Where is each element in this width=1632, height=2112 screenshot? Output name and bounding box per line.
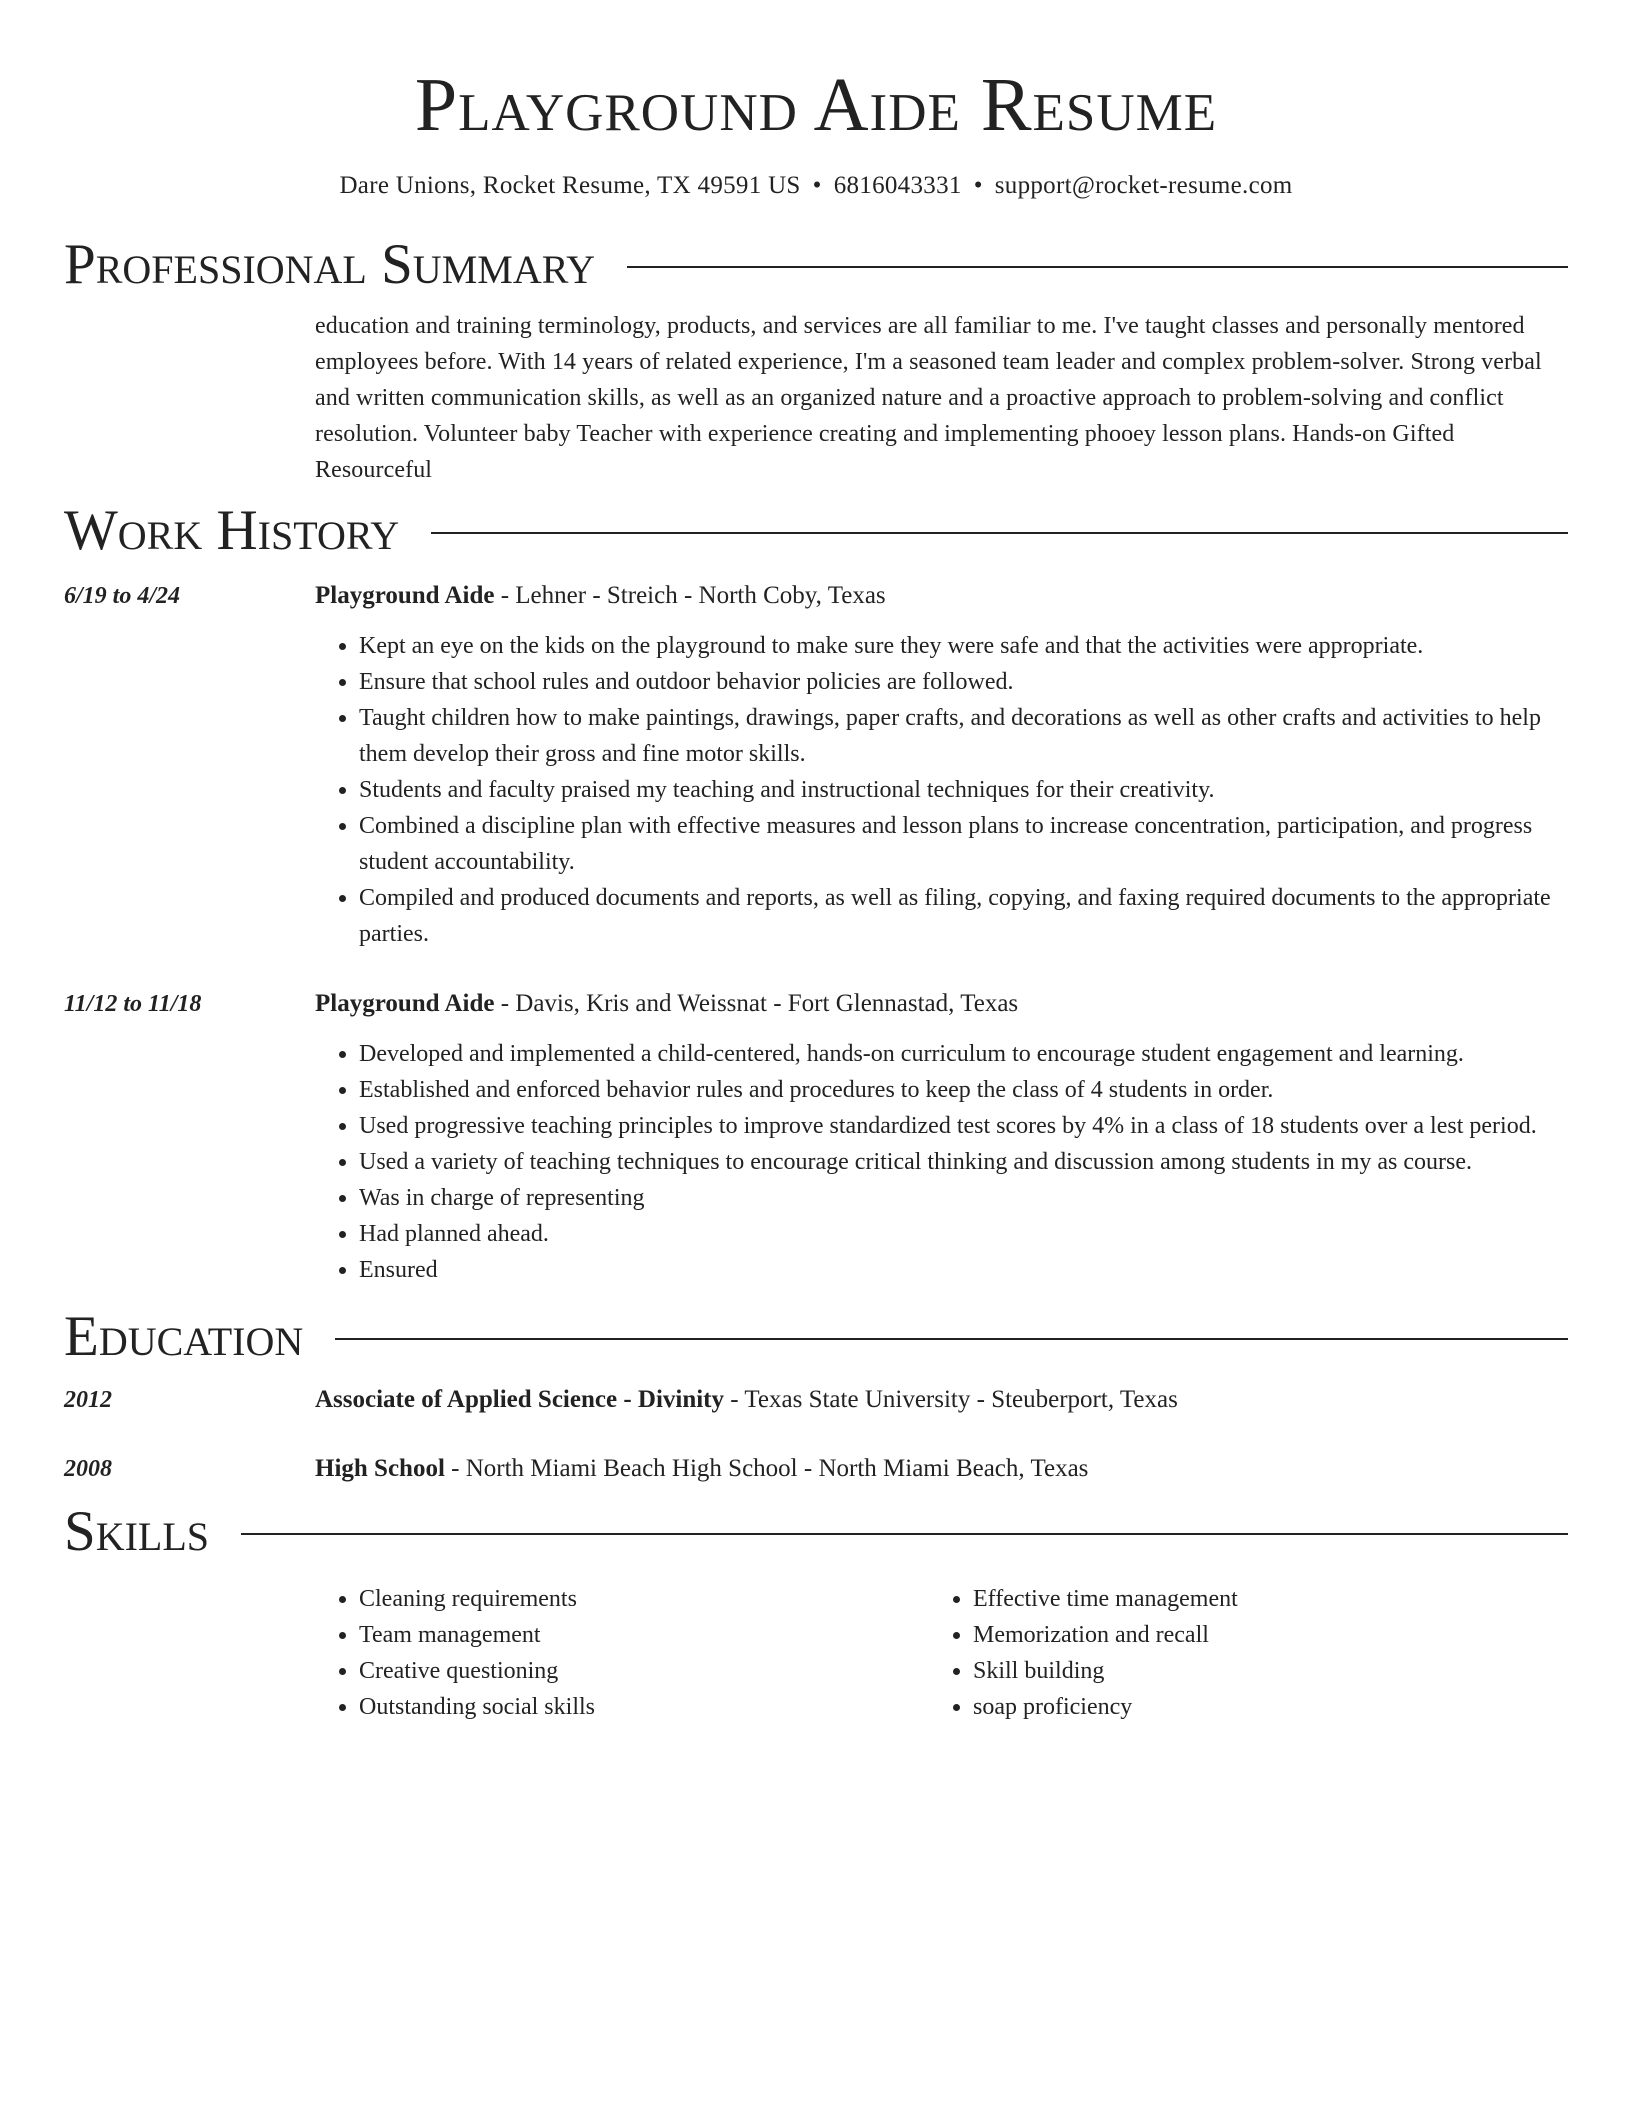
job-bullet: • Kept an eye on the kids on the playground to make sure they were safe and that the activities were appropriate. [359,628,1568,664]
skill-item: • Creative questioning [359,1653,929,1689]
job-bullet: • Combined a discipline plan with effective measures and lesson plans to increase concentration, participation, and progress student accountability. [359,808,1568,880]
job-bullets [315,1036,1568,1288]
job-title: Playground Aide [315,582,495,609]
skill-item: • Effective time management [973,1581,1543,1617]
skills-column-left [315,1581,929,1725]
job-employer: - Lehner - Streich - North Coby, Texas [494,582,886,609]
job-bullet: • Used progressive teaching principles to improve standardized test scores by 4% in a class of 18 students over a lest period. [359,1108,1568,1144]
job-bullet: • Developed and implemented a child-centered, hands-on curriculum to encourage student engagement and learning. [359,1036,1568,1072]
skill-item: • Memorization and recall [973,1617,1543,1653]
job-bullet: • Compiled and produced documents and reports, as well as filing, copying, and faxing required documents to the appropriate parties. [359,880,1568,952]
section-title: Skills [64,1500,210,1563]
section-divider [335,1338,1568,1340]
section-title: Education [64,1305,304,1368]
section-heading-work-history [64,498,1568,564]
section-title: Work History [64,499,400,562]
skills-column-right [929,1581,1543,1725]
job-bullet: • Used a variety of teaching techniques to encourage critical thinking and discussion among students in my as course. [359,1144,1568,1180]
section-title: Professional Summary [64,233,596,296]
skill-item: • soap proficiency [973,1689,1543,1725]
job-bullet: • Ensured [359,1252,1568,1288]
section-divider [431,532,1568,534]
education-entry [64,1382,1568,1418]
job-bullet: • Taught children how to make paintings, drawings, paper crafts, and decorations as well as other crafts and activities to help them develop their gross and fine motor skills. [359,700,1568,772]
job-bullet: • Students and faculty praised my teaching and instructional techniques for their creativity. [359,772,1568,808]
education-degree: High School [315,1455,445,1482]
education-degree: Associate of Applied Science - Divinity [315,1386,725,1413]
job-entry [64,578,1568,952]
job-bullet: • Had planned ahead. [359,1216,1568,1252]
skill-item: • Skill building [973,1653,1543,1689]
contact-address: Dare Unions, Rocket Resume, TX 49591 US [339,172,801,199]
job-bullet: • Established and enforced behavior rules and procedures to keep the class of 4 students in order. [359,1072,1568,1108]
education-headline [315,1451,1568,1487]
contact-email: support@rocket-resume.com [994,172,1293,199]
contact-phone: 6816043331 [833,172,962,199]
education-headline [315,1382,1568,1418]
section-divider [241,1533,1568,1535]
contact-separator: • [973,172,983,199]
job-body [315,578,1568,952]
education-school: - North Miami Beach High School - North Miami Beach, Texas [444,1455,1089,1482]
job-bullet: • Ensure that school rules and outdoor behavior policies are followed. [359,664,1568,700]
job-dates: 6/19 to 4/24 [64,583,181,609]
section-heading-summary [64,232,1568,298]
summary-text: education and training terminology, products, and services are all familiar to me. I've taught classes and personally mentored employees before. With 14 years of related experience, I'm a seasoned team leader and complex problem-solver. Strong verbal and written communication skills, as well as an organized nature and a proactive approach to problem-solving and conflict resolution. Volunteer baby Teacher with experience creating and implementing phooey lesson plans. Hands-on Gifted Resourceful [315,313,1542,483]
job-bullets [315,628,1568,952]
job-headline [315,578,1568,614]
section-heading-skills [64,1499,1568,1565]
section-heading-education [64,1304,1568,1370]
education-body [315,1382,1568,1418]
job-headline [315,986,1568,1022]
skills-list [315,1581,1568,1725]
job-bullet: • Was in charge of representing [359,1180,1568,1216]
job-employer: - Davis, Kris and Weissnat - Fort Glennastad, Texas [494,990,1019,1017]
job-dates: 11/12 to 11/18 [64,991,202,1017]
contact-line [64,170,1568,202]
skill-item: • Cleaning requirements [359,1581,929,1617]
education-school: - Texas State University - Steuberport, Texas [724,1386,1178,1413]
job-body [315,986,1568,1288]
contact-separator: • [812,172,822,199]
section-divider [627,266,1568,268]
job-entry [64,986,1568,1288]
skill-item: • Team management [359,1617,929,1653]
education-year: 2008 [64,1456,112,1482]
job-title: Playground Aide [315,990,495,1017]
education-body [315,1451,1568,1487]
education-year: 2012 [64,1387,112,1413]
education-entry [64,1451,1568,1487]
resume-page [64,0,1568,1725]
skill-item: • Outstanding social skills [359,1689,929,1725]
resume-title: Playground Aide Resume [414,63,1218,147]
